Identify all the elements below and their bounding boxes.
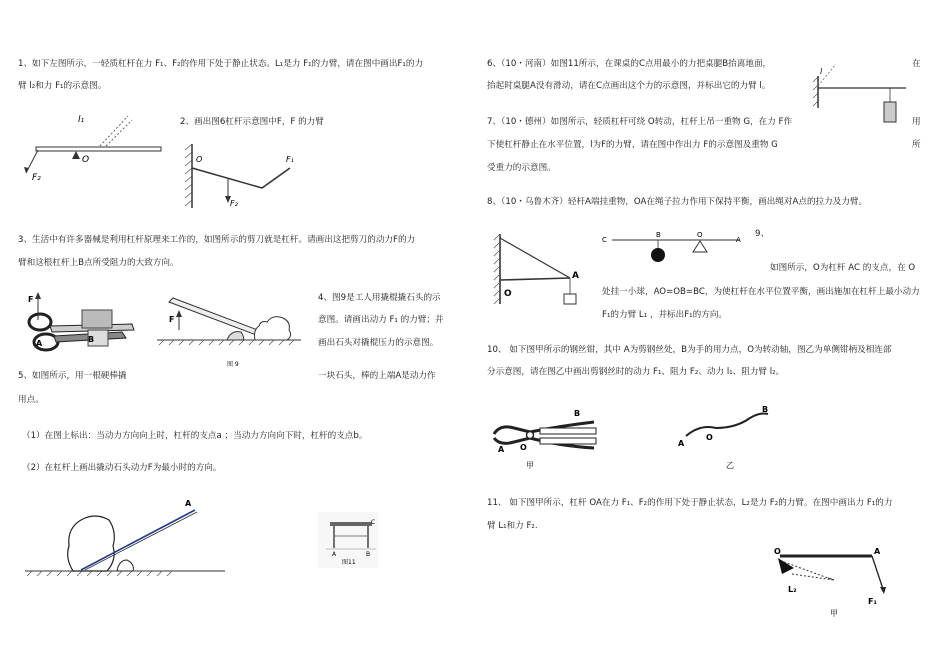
q9-figure: [600, 228, 750, 268]
q1-figure: [18, 110, 168, 185]
q3-text-line1: 3、生活中有许多器械是利用杠杆原理来工作的，如图所示的剪刀就是杠杆。请画出这把剪刀的动力F的力: [18, 235, 416, 245]
q11-text-line1: 11、 如下图甲所示，杠杆 OA在力 F₁、F₂的作用下处于静止状态，L₂是力 F₂的力臂。在图中画出力 F₁的力: [487, 498, 893, 508]
fig11-caption: 图11: [342, 559, 356, 566]
q6-text-line1: 6、（10・河南）如图11所示，在课桌的C点用最小的力把桌腿B抬离地面，: [487, 59, 772, 69]
q10-label-yi: 乙: [726, 461, 734, 470]
q9-label-b: B: [656, 231, 661, 239]
fig11-label-c: C: [371, 519, 376, 526]
q5-label-a: A: [185, 499, 192, 508]
q8-figure: [492, 230, 592, 310]
q6-text-line2: 抬起时桌腿A没有滑动，请在C点画出这个力的示意图，并标出它的力臂 l。: [487, 81, 771, 91]
q7-text-line2: 下使杠杆静止在水平位置，l为F的力臂，请在图中作出力 F的示意图及重物 G: [487, 140, 778, 150]
q5-sub2: （2）在杠杆上画出撬动石头动力F为最小时的方向。: [22, 463, 222, 473]
q3-text-line2: 臂和这根杠杆上B点所受阻力的大致方向。: [18, 258, 179, 268]
q8-label-o: O: [504, 289, 512, 299]
q1-text-line2: 臂 l₂和力 F₁的示意图。: [18, 81, 107, 91]
q10-label-jia: 甲: [526, 461, 534, 470]
q11-label-l2: L₂: [788, 585, 797, 594]
q11-label-jia: 甲: [830, 609, 838, 618]
q9-text-line2: 处挂一小球，AO=OB=BC，为使杠杆在水平位置平衡，画出施加在杠杆上最小动力: [602, 287, 920, 297]
q3-label-b: B: [88, 335, 95, 344]
q11-label-o: O: [774, 547, 781, 556]
q10-yi-label-a: A: [678, 439, 685, 448]
q6-desk-figure: [318, 512, 378, 568]
q4-text-line3: 画出石头对撬棍压力的示意图。: [318, 338, 439, 348]
q7-text-line1-end: 用: [912, 117, 921, 127]
q11-text-line2: 臂 L₁和力 F₂.: [487, 521, 538, 531]
q1-label-l1: l₁: [78, 115, 85, 125]
q9-text-line1: 如图所示，O为杠杆 AC 的支点，在 O: [770, 263, 916, 273]
q4-text-line1: 4、图9是工人用撬棍撬石头的示: [318, 293, 441, 303]
q2-text: 2、画出图6杠杆示意图中F，F 的力臂: [180, 117, 324, 127]
q1-text-line1: 1、如下左图所示，一轻质杠杆在力 F₁、F₂的作用下处于静止状态。L₁是力 F₁的力臂，请在图中画出F₁的力: [18, 59, 424, 69]
q4-label-f: F: [169, 315, 175, 324]
q9-label-c: C: [602, 236, 607, 244]
q10-yi-label-b: B: [762, 405, 769, 414]
q3-label-f: F: [28, 295, 34, 304]
q3-label-a: A: [36, 339, 43, 348]
q8-text: 8、（10・乌鲁木齐）轻杆A端挂重物，OA在绳子拉力作用下保持平衡，画出绳对A点的拉力及力臂。: [487, 197, 868, 207]
q5-text-line2: 用点。: [18, 395, 44, 405]
fig11-label-a: A: [332, 551, 337, 558]
fig11-label-b: B: [366, 551, 371, 558]
q11-label-f1: F₁: [868, 597, 877, 606]
q10-text-line2: 分示意图，请在图乙中画出剪钢丝时的动力 F₁、阻力 F₂、动力 l₁、阻力臂 l₂。: [487, 367, 785, 377]
q1-label-f2: F₂: [32, 173, 41, 183]
q8-label-a: A: [572, 271, 579, 281]
q7-text-line3: 受重力的示意图。: [487, 163, 556, 173]
q2-label-o: O: [196, 155, 203, 164]
q11-label-a: A: [874, 547, 881, 556]
q10-label-o: O: [520, 443, 527, 452]
q9-number: 9、: [755, 229, 770, 239]
q10-yi-label-o: O: [706, 433, 713, 442]
q9-label-a: A: [736, 236, 741, 244]
q11-figure: [772, 544, 887, 620]
q9-label-o: O: [697, 231, 703, 239]
q9-text-line3: F₁的力臂 L₁ ，并标出F₁的方向。: [602, 310, 728, 320]
q6-text-line1-end: 在: [912, 59, 921, 69]
q7-text-line2-end: 所: [912, 140, 921, 150]
q10-handle-figure: [676, 402, 786, 472]
q10-pliers-figure: [490, 402, 605, 472]
q5-figure: [25, 498, 225, 578]
q7-label-l: l: [820, 67, 823, 76]
q1-label-o: O: [82, 155, 90, 165]
q10-label-b: B: [574, 409, 581, 418]
q2-label-f2: F₂: [230, 199, 238, 208]
q5-text-line1a: 5、如图所示，用一根硬棒撬: [18, 371, 127, 381]
q10-text-line1: 10、 如下图甲所示的钢丝钳，其中 A为剪钢丝处，B为手的用力点，O为转动轴，图乙为单侧钳柄及相连部: [487, 345, 892, 355]
q7-figure: [812, 60, 910, 128]
q4-crowbar-figure: [155, 292, 305, 370]
q4-caption: 图 9: [227, 361, 239, 368]
q10-label-a: A: [498, 445, 505, 454]
q3-scissors-figure: [22, 290, 142, 358]
q4-text-line2: 意图。请画出动力 F₁ 的力臂；并: [318, 315, 444, 325]
q5-text-line1b: 一块石头，棒的上端A是动力作: [318, 371, 436, 381]
q5-sub1: （1）在图上标出：当动力方向向上时，杠杆的支点a ；当动力方向向下时，杠杆的支点b。: [22, 431, 368, 441]
q2-figure: [182, 140, 302, 210]
q7-text-line1: 7、（10・德州）如图所示，轻质杠杆可绕 O转动，杠杆上吊一重物 G，在力 F作: [487, 117, 793, 127]
q2-label-f1: F₁: [286, 155, 294, 164]
